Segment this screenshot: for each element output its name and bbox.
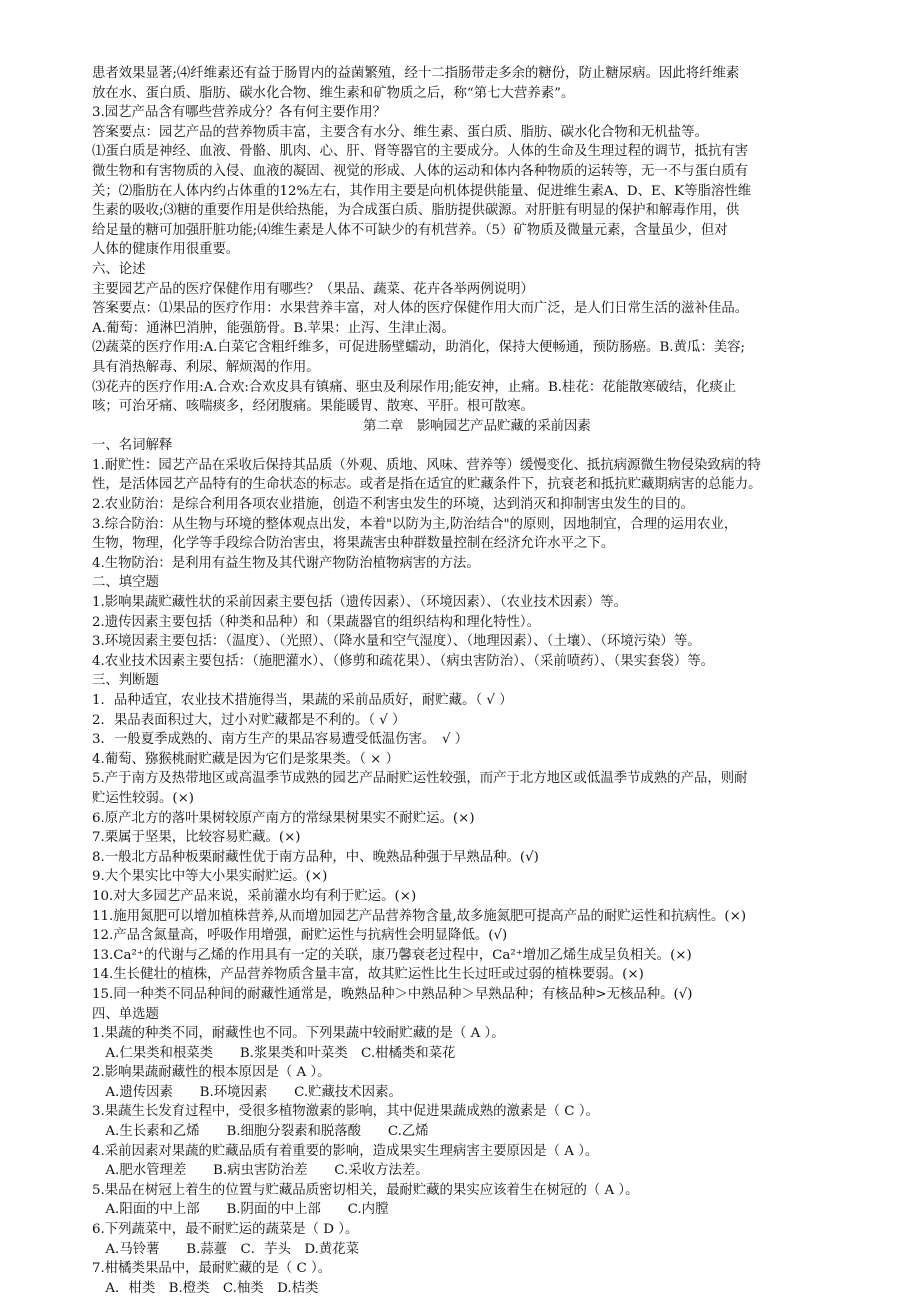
text-line: 10.对大多园艺产品来说，采前灌水均有利于贮运。(×) [92, 888, 417, 904]
text-line: 人体的健康作用很重要。 [92, 242, 240, 258]
text-line: 3.综合防治：从生物与环境的整体观点出发，本着"以防为主,防治结合"的原则，因地制宜，合理的运用农业， [92, 516, 738, 532]
text-line: 8.一般北方品种板栗耐藏性优于南方品种，中、晚熟品种强于早熟品种。(√) [92, 849, 539, 865]
text-line: 7.栗属于坚果，比较容易贮藏。(×) [92, 830, 301, 846]
text-line: 6.原产北方的落叶果树较原产南方的常绿果树果实不耐贮运。(×) [92, 810, 475, 826]
text-line: 给足量的糖可加强肝脏功能;⑷维生素是人体不可缺少的有机营养。（5）矿物质及微量元素，含量虽少，但对 [92, 222, 728, 238]
text-line: 13.Ca²⁺的代谢与乙烯的作用具有一定的关联，康乃馨衰老过程中，Ca²⁺增加乙烯生成呈负相关。(×) [92, 947, 692, 963]
text-line: 患者效果显著;⑷纤维素还有益于肠胃内的益菌繁殖，经十二指肠带走多余的糖份，防止糖尿病。因此将纤维素 [92, 66, 740, 81]
text-line: 3.果蔬生长发育过程中，受很多植物激素的影响，其中促进果蔬成熟的激素是（ C ）。 [92, 1104, 599, 1120]
text-line: 2.农业防治：是综合利用各项农业措施，创造不利害虫发生的环境，达到消灭和抑制害虫发生的目的。 [92, 497, 694, 513]
document-body [92, 64, 862, 1298]
section-heading: 六、论述 [92, 261, 146, 277]
option-line: A.马铃薯 B.蒜薹 C．芋头 D.黄花菜 [92, 1241, 360, 1257]
text-line: 4.采前因素对果蔬的贮藏品质有着重要的影响，造成果实生理病害主要原因是（ A ）。 [92, 1143, 599, 1159]
text-line: 3.环境因素主要包括：（温度）、（光照）、（降水量和空气湿度）、（地理因素）、（土壤）、（环境污染）等。 [92, 634, 701, 650]
text-line: 1.果蔬的种类不同，耐藏性也不同。下列果蔬中较耐贮藏的是（ A ）。 [92, 1026, 505, 1042]
text-line: 生物，物理，化学等手段综合防治害虫，将果蔬害虫种群数量控制在经济允许水平之下。 [92, 536, 615, 552]
text-line: 2．果品表面积过大，过小对贮藏都是不利的。（ √ ） [92, 712, 406, 728]
text-line: 贮运性较弱。(×) [92, 790, 195, 806]
text-line: 9.大个果实比中等大小果实耐贮运。(×) [92, 869, 328, 885]
text-line: 2.遗传因素主要包括（种类和品种）和（果蔬器官的组织结构和理化特性）。 [92, 614, 540, 630]
section-heading: 二、填空题 [92, 575, 159, 591]
section-heading: 一、名词解释 [92, 438, 173, 454]
text-line: 5.产于南方及热带地区或高温季节成熟的园艺产品耐贮运性较强，而产于北方地区或低温季节成熟的产品，则耐 [92, 771, 748, 787]
text-line: 5.果品在树冠上着生的位置与贮藏品质密切相关，最耐贮藏的果实应该着生在树冠的（ A ）。 [92, 1182, 639, 1198]
text-line: ⑴蛋白质是神经、血液、骨骼、肌肉、心、肝、肾等器官的主要成分。人体的生命及生理过程的调节，抵抗有害 [92, 144, 749, 160]
text-line: 7.柑橘类果品中，最耐贮藏的是（ C ）。 [92, 1261, 332, 1277]
text-line: 1.耐贮性：园艺产品在采收后保持其品质（外观、质地、风味、营养等）缓慢变化、抵抗病源微生物侵染致病的特 [92, 457, 761, 473]
text-line: 12.产品含氮量高，呼吸作用增强，耐贮运性与抗病性会明显降低。(√) [92, 928, 508, 944]
text-line: 3．一般夏季成熟的、南方生产的果品容易遭受低温伤害。 √ ） [92, 732, 469, 748]
option-line: A.遗传因素 B.环境因素 C.贮藏技术因素。 [92, 1084, 402, 1100]
answer-line: 答案要点：园艺产品的营养物质丰富，主要含有水分、维生素、蛋白质、脂肪、碳水化合物和无机盐等。 [92, 124, 708, 140]
text-line: 关；⑵脂肪在人体内约占体重的12%左右，其作用主要是向机体提供能量、促进维生素A、D、E、K等脂溶性维 [92, 183, 752, 199]
text-line: 15.同一种类不同品种间的耐藏性通常是，晚熟品种＞中熟品种＞早熟品种；有核品种>无核品种。(√) [92, 986, 693, 1002]
text-line: 具有消热解毒、利尿、解烦渴的作用。 [92, 359, 320, 375]
question-line: 3.园艺产品含有哪些营养成分？各有何主要作用？ [92, 105, 386, 121]
option-line: A.仁果类和根菜类 B.浆果类和叶菜类 C.柑橘类和菜花 [92, 1045, 456, 1061]
text-line: 4.农业技术因素主要包括：（施肥灌水）、（修剪和疏花果）、（病虫害防治）、（采前喷药）、（果实套袋）等。 [92, 653, 715, 669]
question-line: 主要园艺产品的医疗保健作用有哪些？（果品、蔬菜、花卉各举两例说明） [92, 281, 534, 297]
option-line: A.生长素和乙烯 B.细胞分裂素和脱落酸 C.乙烯 [92, 1124, 429, 1140]
text-line: ⑵蔬菜的医疗作用:A.白菜它含粗纤维多，可促进肠壁蠕动，助消化，保持大便畅通，预防肠癌。B.黄瓜：美容; [92, 340, 746, 356]
option-line: A．柑类 B.橙类 C.柚类 D.桔类 [92, 1280, 319, 1296]
option-line: A.阳面的中上部 B.阴面的中上部 C.内膛 [92, 1202, 389, 1218]
text-line: 2.影响果蔬耐藏性的根本原因是（ A ）。 [92, 1065, 331, 1081]
text-line: 14.生长健壮的植株，产品营养物质含量丰富，故其贮运性比生长过旺或过弱的植株要弱。(×) [92, 967, 644, 983]
text-line: 微生物和有害物质的入侵、血液的凝固、视觉的形成、人体的运动和体内各种物质的运转等，无一不与蛋白质有 [92, 163, 749, 179]
chapter-title: 第二章 影响园艺产品贮藏的采前因素 [363, 418, 591, 434]
text-line: 1．品种适宜，农业技术措施得当，果蔬的采前品质好，耐贮藏。（ √ ） [92, 693, 513, 708]
text-line: A.葡萄：通淋巴消肿，能强筋骨。B.苹果：止泻、生津止渴。 [92, 320, 455, 336]
text-line: 11.施用氮肥可以增加植株营养,从而增加园艺产品营养物含量,故多施氮肥可提高产品的耐贮运性和抗病性。(×) [92, 908, 747, 924]
section-heading: 四、单选题 [92, 1006, 159, 1022]
text-line: 4.生物防治：是利用有益生物及其代谢产物防治植物病害的方法。 [92, 555, 480, 571]
text-line: 4.葡萄、猕猴桃耐贮藏是因为它们是浆果类。（ × ） [92, 751, 400, 767]
text-line: 性，是活体园艺产品特有的生命状态的标志。或者是指在适宜的贮藏条件下，抗衰老和抵抗贮藏期病害的总能力。 [92, 477, 762, 493]
text-line: 6.下列蔬菜中，最不耐贮运的蔬菜是（ D ）。 [92, 1222, 359, 1238]
answer-line: 答案要点：⑴果品的医疗作用：水果营养丰富，对人体的医疗保健作用大而广泛，是人们日常生活的滋补佳品。 [92, 301, 749, 317]
text-line: 咳；可治牙痛、咳喘痰多，经闭腹痛。果能暖胃、散寒、平肝。根可散寒。 [92, 399, 534, 415]
text-line: 放在水、蛋白质、脂肪、碳水化合物、维生素和矿物质之后，称“第七大营养素”。 [92, 85, 575, 101]
option-line: A.肥水管理差 B.病虫害防治差 C.采收方法差。 [92, 1163, 429, 1179]
text-line: 1.影响果蔬贮藏性状的采前因素主要包括（遗传因素）、（环境因素）、（农业技术因素）等。 [92, 595, 627, 611]
section-heading: 三、判断题 [92, 673, 159, 689]
text-line: 生素的吸收;⑶糖的重要作用是供给热能，为合成蛋白质、脂肪提供碳源。对肝脏有明显的保护和解毒作用，供 [92, 203, 740, 219]
text-line: ⑶花卉的医疗作用:A.合欢:合欢皮具有镇痛、驱虫及利尿作用;能安神，止痛。B.桂花：花能散寒破结，化痰止 [92, 379, 737, 395]
